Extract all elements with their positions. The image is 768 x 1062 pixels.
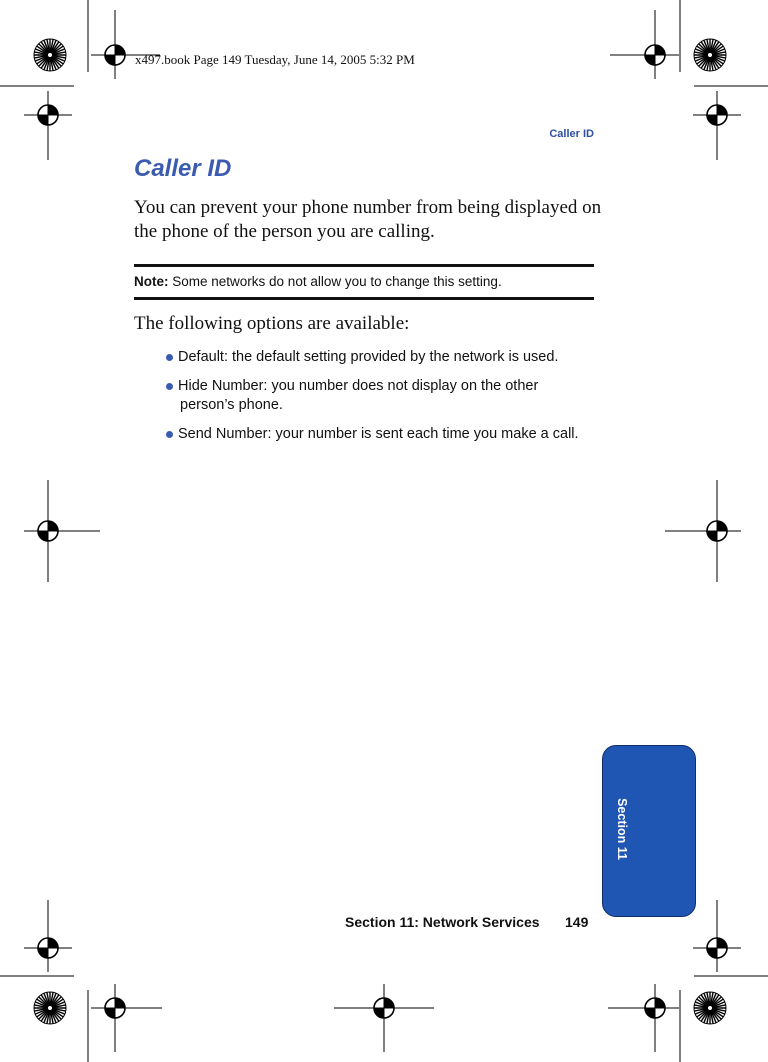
list-item-text: Hide Number: you number does not display on the other (178, 378, 539, 394)
note-box (134, 264, 594, 300)
bullet-icon (166, 354, 173, 361)
list-item-text: Send Number: your number is sent each time you make a call. (178, 426, 579, 442)
bullet-icon (166, 431, 173, 438)
list-item-default (166, 348, 596, 367)
note-text: Some networks do not allow you to change this setting. (168, 274, 502, 289)
crosshair-mark-left-bottom (24, 924, 72, 972)
starburst-mark-bottom-right (694, 992, 726, 1024)
list-item-hide-number (166, 377, 596, 415)
running-header: Caller ID (549, 128, 594, 140)
section-tab-label: Section 11 (615, 798, 629, 860)
intro-paragraph: You can prevent your phone number from being displayed on the phone of the person you are calling. (134, 197, 602, 242)
list-item-text: Default: the default setting provided by the network is used. (178, 349, 559, 365)
crosshair-mark-right-top (693, 91, 741, 139)
crosshair-mark-top-1 (91, 31, 139, 79)
crosshair-mark-left-middle (24, 507, 72, 555)
crosshair-mark-bottom-3 (631, 984, 679, 1032)
list-item-send-number (166, 425, 596, 444)
starburst-mark-top-left (34, 39, 66, 71)
footer-section-title: Section 11: Network Services (345, 914, 540, 930)
starburst-mark-bottom-left (34, 992, 66, 1024)
options-list (166, 348, 596, 454)
crosshair-mark-top-2 (631, 31, 679, 79)
list-item-text-continued: person’s phone. (180, 397, 283, 413)
crosshair-mark-right-middle (693, 507, 741, 555)
bullet-icon (166, 383, 173, 390)
book-print-header: x497.book Page 149 Tuesday, June 14, 2005 5:32 PM (135, 52, 415, 67)
crosshair-mark-left-top (24, 91, 72, 139)
crosshair-mark-bottom-2 (360, 984, 408, 1032)
page-title: Caller ID (134, 155, 232, 182)
crosshair-mark-bottom-1 (91, 984, 139, 1032)
footer-page-number: 149 (565, 914, 589, 930)
crosshair-mark-right-bottom (693, 924, 741, 972)
starburst-mark-top-right (694, 39, 726, 71)
options-intro: The following options are available: (134, 313, 410, 334)
note-label: Note: (134, 274, 169, 289)
